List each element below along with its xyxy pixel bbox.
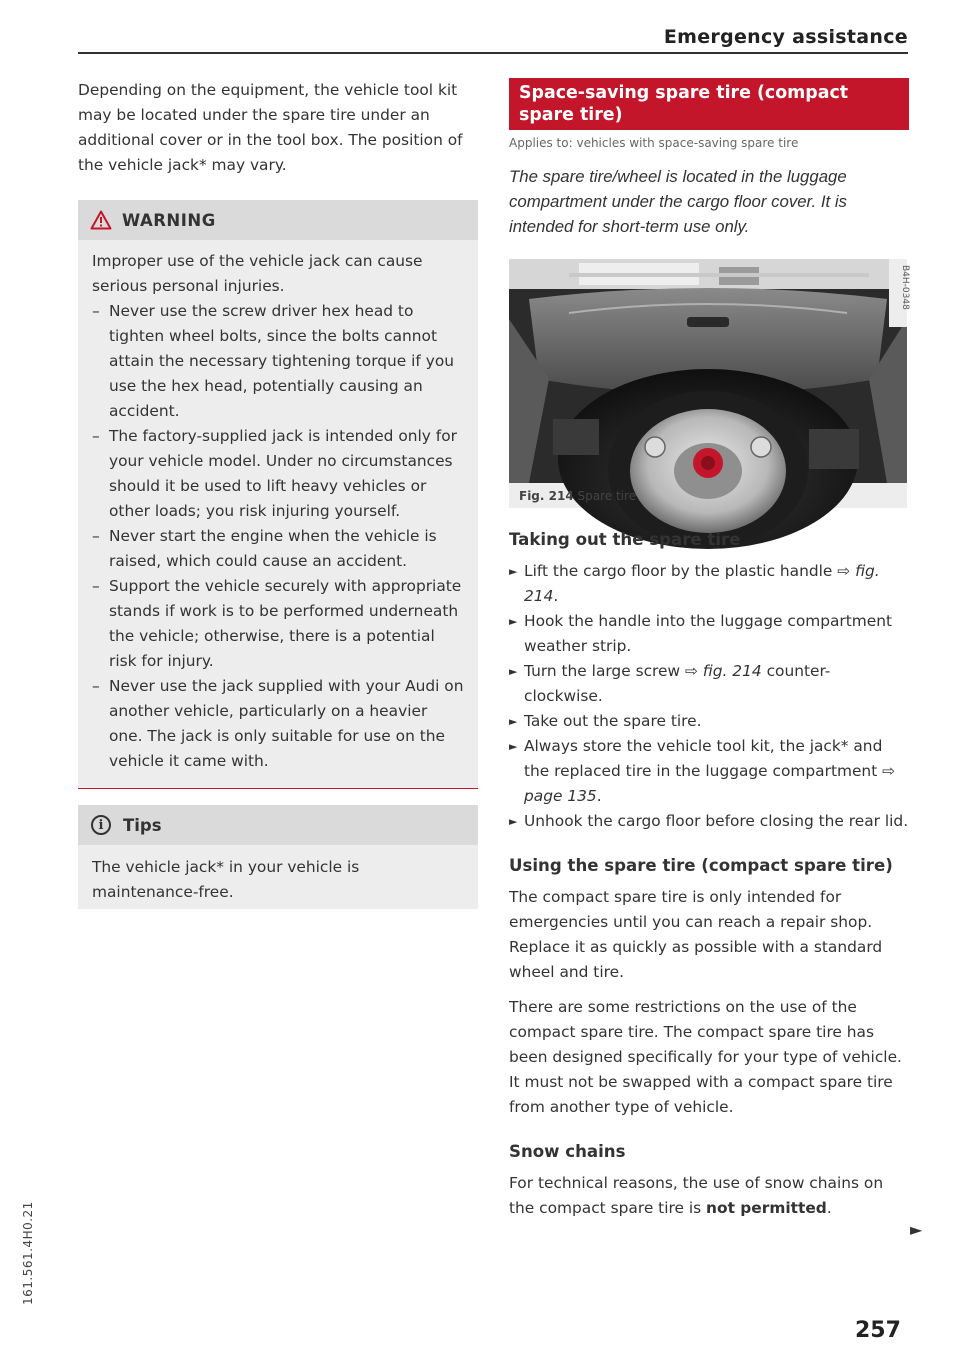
step-text: Turn the large screw <box>524 662 681 680</box>
step-item <box>509 734 909 809</box>
info-icon: i <box>91 815 111 835</box>
warning-header <box>78 200 478 240</box>
left-column <box>78 78 478 909</box>
step-arrow-icon: ► <box>509 565 518 578</box>
warning-title: WARNING <box>122 210 216 230</box>
warning-item-text: Support the vehicle securely with appropriate stands if work is to be performed underneath the vehicle; otherwise, there is a potential risk for injury. <box>109 577 462 670</box>
tips-text: The vehicle jack* in your vehicle is maintenance-free. <box>92 858 360 901</box>
dash-bullet: – <box>92 577 100 595</box>
document-code: 161.561.4H0.21 <box>21 1201 35 1305</box>
snow-chains-emphasis: not permitted <box>706 1199 827 1217</box>
warning-item <box>92 674 464 774</box>
header-divider <box>78 52 908 54</box>
step-text: Lift the cargo floor by the plastic handle <box>524 562 833 580</box>
step-text-end: . <box>596 787 602 805</box>
step-item <box>509 709 909 734</box>
step-text: Hook the handle into the luggage compartment weather strip. <box>524 612 893 655</box>
figure-spare-tire <box>509 259 910 508</box>
cross-reference-link[interactable]: ⇨ fig. 214 <box>524 562 880 605</box>
warning-item <box>92 424 464 524</box>
warning-item-text: Never use the jack supplied with your Audi on another vehicle, particularly on a heavier one. The jack is only suitable for use on the vehicle it came with. <box>109 677 464 770</box>
taking-out-steps <box>509 559 909 834</box>
using-paragraph-1: The compact spare tire is only intended for emergencies until you can reach a repair shop. Replace it as quickly as possible with a standard wheel and tire. <box>509 888 883 981</box>
section-title: Space-saving spare tire (compact spare tire) <box>509 78 909 130</box>
running-header: Emergency assistance <box>663 26 908 48</box>
warning-item <box>92 524 464 574</box>
tool-kit-paragraph: Depending on the equipment, the vehicle tool kit may be located under the spare tire under an additional cover or in the tool box. The position of the vehicle jack* may vary. <box>78 81 463 174</box>
dash-bullet: – <box>92 677 100 695</box>
step-text: Always store the vehicle tool kit, the jack* and the replaced tire in the luggage compartment <box>524 737 883 780</box>
section-intro: The spare tire/wheel is located in the luggage compartment under the cargo floor cover. It is intended for short-term use only. <box>509 167 847 236</box>
step-arrow-icon: ► <box>509 815 518 828</box>
step-arrow-icon: ► <box>509 665 518 678</box>
page-number: 257 <box>855 1318 901 1343</box>
cross-reference-link[interactable]: ⇨ page 135 <box>524 762 896 805</box>
right-column <box>509 78 909 1231</box>
warning-triangle-icon <box>90 210 112 230</box>
step-item <box>509 559 909 609</box>
figure-code: B4H-0348 <box>900 265 910 310</box>
warning-lead: Improper use of the vehicle jack can cause serious personal injuries. <box>92 252 423 295</box>
warning-box <box>78 200 478 789</box>
snow-chains-heading: Snow chains <box>509 1142 626 1161</box>
warning-item-text: Never start the engine when the vehicle is raised, which could cause an accident. <box>109 527 437 570</box>
step-item <box>509 809 909 834</box>
figure-caption-text: Spare tire <box>577 489 637 503</box>
step-arrow-icon: ► <box>509 715 518 728</box>
snow-chains-end: . <box>826 1199 832 1217</box>
taking-out-heading: Taking out the spare tire <box>509 530 741 549</box>
using-heading: Using the spare tire (compact spare tire) <box>509 856 893 875</box>
snow-chains-paragraph <box>509 1171 909 1221</box>
step-arrow-icon: ► <box>509 615 518 628</box>
continue-arrow-icon: ► <box>910 1220 923 1239</box>
figure-label: Fig. 214 <box>519 489 574 503</box>
snow-chains-text: For technical reasons, the use of snow chains on the compact spare tire is <box>509 1174 884 1217</box>
dash-bullet: – <box>92 527 100 545</box>
step-arrow-icon: ► <box>509 740 518 753</box>
using-paragraph-2: There are some restrictions on the use of the compact spare tire. The compact spare tire has been designed specifically for your type of vehicle. It must not be swapped with a compact spare tire from another type of vehicle. <box>509 998 902 1116</box>
spare-tire-photo <box>509 259 910 483</box>
step-text: Unhook the cargo floor before closing the rear lid. <box>524 812 909 830</box>
tips-box <box>78 805 478 909</box>
step-text: Take out the spare tire. <box>524 712 702 730</box>
step-text-end: . <box>553 587 559 605</box>
dash-bullet: – <box>92 427 100 445</box>
step-item <box>509 659 909 709</box>
step-text-end: counter-clockwise. <box>524 662 831 705</box>
warning-item-text: Never use the screw driver hex head to tighten wheel bolts, since the bolts cannot attain the necessary tightening torque if you use the hex head, potentially causing an accident. <box>109 302 454 420</box>
tips-title: Tips <box>123 815 162 835</box>
warning-item <box>92 574 464 674</box>
warning-item-text: The factory-supplied jack is intended only for your vehicle model. Under no circumstances should it be used to lift heavy vehicles or other loads; you risk injuring yourself. <box>109 427 457 520</box>
applies-to-note: Applies to: vehicles with space-saving spare tire <box>509 136 799 150</box>
warning-list <box>92 299 464 774</box>
tips-header <box>78 805 478 845</box>
dash-bullet: – <box>92 302 100 320</box>
warning-item <box>92 299 464 424</box>
step-item <box>509 609 909 659</box>
cross-reference-link[interactable]: ⇨ fig. 214 <box>685 662 762 680</box>
